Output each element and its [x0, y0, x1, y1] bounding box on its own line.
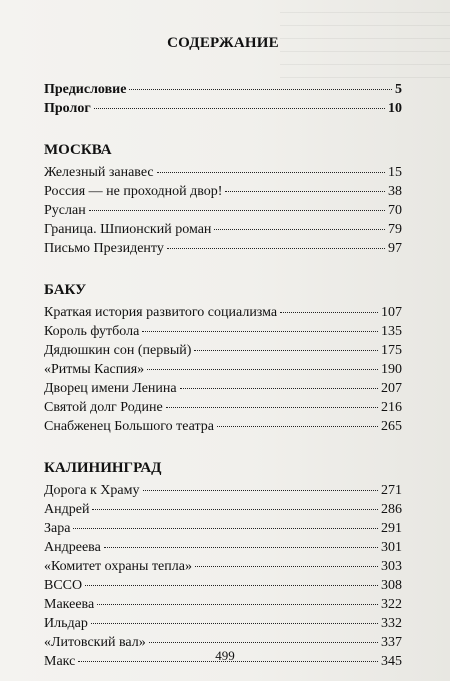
- dot-leader: [97, 604, 378, 605]
- toc-entry-label: Андрей: [44, 502, 90, 517]
- toc-entry-label: Зара: [44, 521, 71, 536]
- toc-entry-page: 345: [381, 654, 402, 669]
- dot-leader: [73, 528, 378, 529]
- toc-entry-page: 216: [381, 400, 402, 415]
- toc-entry-label: Макс: [44, 654, 76, 669]
- toc-entry[interactable]: [44, 360, 402, 379]
- toc-entry-page: 97: [388, 241, 402, 256]
- section-kaliningrad: [44, 459, 402, 671]
- toc-entry-label: Предисловие: [44, 82, 127, 97]
- toc-entry-page: 135: [381, 324, 402, 339]
- toc-entry-label: «Ритмы Каспия»: [44, 362, 145, 377]
- toc-entry-label: Макеева: [44, 597, 95, 612]
- dot-leader: [194, 350, 378, 351]
- dot-leader: [143, 490, 379, 491]
- section-moscow: [44, 141, 402, 258]
- toc-entry-prologue[interactable]: [44, 99, 402, 118]
- toc-entry-page: 107: [381, 305, 402, 320]
- dot-leader: [157, 172, 385, 173]
- toc-entry-label: Дворец имени Ленина: [44, 381, 177, 396]
- toc-entry[interactable]: [44, 239, 402, 258]
- toc-entry-page: 15: [388, 165, 402, 180]
- section-heading: БАКУ: [44, 282, 87, 298]
- page-number: 499: [215, 648, 235, 663]
- dot-leader: [225, 191, 385, 192]
- toc-entry-label: Святой долг Родине: [44, 400, 163, 415]
- toc-entry-label: Краткая история развитого социализма: [44, 305, 278, 320]
- toc-entry-label: Россия — не проходной двор!: [44, 184, 223, 199]
- toc-entry-preface[interactable]: [44, 80, 402, 99]
- toc-entry[interactable]: [44, 201, 402, 220]
- toc-entry-label: Граница. Шпионский роман: [44, 222, 212, 237]
- toc-entry-page: 332: [381, 616, 402, 631]
- toc-entry-label: Снабженец Большого театра: [44, 419, 214, 434]
- toc-entry[interactable]: [44, 576, 402, 595]
- toc-entry-page: 303: [381, 559, 402, 574]
- toc-entry-page: 301: [381, 540, 402, 555]
- toc-entry[interactable]: [44, 595, 402, 614]
- section-heading: МОСКВА: [44, 142, 112, 158]
- toc-entry-label: Дядюшкин сон (первый): [44, 343, 192, 358]
- dot-leader: [149, 642, 378, 643]
- toc-entry-page: 207: [381, 381, 402, 396]
- toc-entry[interactable]: [44, 500, 402, 519]
- dot-leader: [91, 623, 378, 624]
- toc-entry-page: 79: [388, 222, 402, 237]
- toc-entry-page: 337: [381, 635, 402, 650]
- toc-entry-label: Ильдар: [44, 616, 88, 631]
- dot-leader: [129, 89, 392, 90]
- dot-leader: [104, 547, 378, 548]
- toc-entry-page: 5: [395, 82, 402, 97]
- dot-leader: [94, 108, 385, 109]
- toc-entry[interactable]: [44, 341, 402, 360]
- toc-entry-page: 38: [388, 184, 402, 199]
- dot-leader: [89, 210, 385, 211]
- dot-leader: [166, 407, 378, 408]
- toc-entry-label: «Комитет охраны тепла»: [44, 559, 192, 574]
- toc-entry-page: 286: [381, 502, 402, 517]
- toc-entry-label: ВССО: [44, 578, 83, 593]
- toc-entry-page: 10: [388, 101, 402, 116]
- toc-entry-page: 271: [381, 483, 402, 498]
- toc-entry[interactable]: [44, 220, 402, 239]
- dot-leader: [214, 229, 385, 230]
- toc-entry[interactable]: [44, 417, 402, 436]
- dot-leader: [167, 248, 385, 249]
- toc-entry-page: 291: [381, 521, 402, 536]
- toc-entry-label: Пролог: [44, 101, 91, 116]
- toc-entry[interactable]: [44, 614, 402, 633]
- toc-entry[interactable]: [44, 557, 402, 576]
- dot-leader: [195, 566, 378, 567]
- dot-leader: [85, 585, 378, 586]
- section-heading: КАЛИНИНГРАД: [44, 460, 162, 476]
- toc-entry-label: Король футбола: [44, 324, 140, 339]
- toc-entry-label: Руслан: [44, 203, 86, 218]
- toc-entry[interactable]: [44, 303, 402, 322]
- toc-entry-label: Дорога к Храму: [44, 483, 140, 498]
- toc-entry-page: 70: [388, 203, 402, 218]
- dot-leader: [92, 509, 378, 510]
- dot-leader: [280, 312, 378, 313]
- table-of-contents: [44, 34, 402, 681]
- toc-entry-label: Письмо Президенту: [44, 241, 164, 256]
- toc-entry[interactable]: [44, 163, 402, 182]
- toc-entry[interactable]: [44, 519, 402, 538]
- toc-entry[interactable]: [44, 182, 402, 201]
- page-title: СОДЕРЖАНИЕ: [167, 35, 279, 51]
- dot-leader: [147, 369, 378, 370]
- dot-leader: [142, 331, 378, 332]
- toc-entry-label: Железный занавес: [44, 165, 154, 180]
- toc-entry[interactable]: [44, 379, 402, 398]
- toc-entry-page: 190: [381, 362, 402, 377]
- toc-entry-label: «Литовский вал»: [44, 635, 146, 650]
- front-matter-section: [44, 80, 402, 118]
- toc-entry[interactable]: [44, 481, 402, 500]
- toc-entry-page: 308: [381, 578, 402, 593]
- dot-leader: [217, 426, 378, 427]
- section-baku: [44, 281, 402, 436]
- toc-entry[interactable]: [44, 322, 402, 341]
- toc-entry-label: Андреева: [44, 540, 101, 555]
- dot-leader: [180, 388, 378, 389]
- toc-entry-page: 175: [381, 343, 402, 358]
- toc-entry-page: 265: [381, 419, 402, 434]
- toc-entry[interactable]: [44, 538, 402, 557]
- toc-entry[interactable]: [44, 398, 402, 417]
- toc-entry-page: 322: [381, 597, 402, 612]
